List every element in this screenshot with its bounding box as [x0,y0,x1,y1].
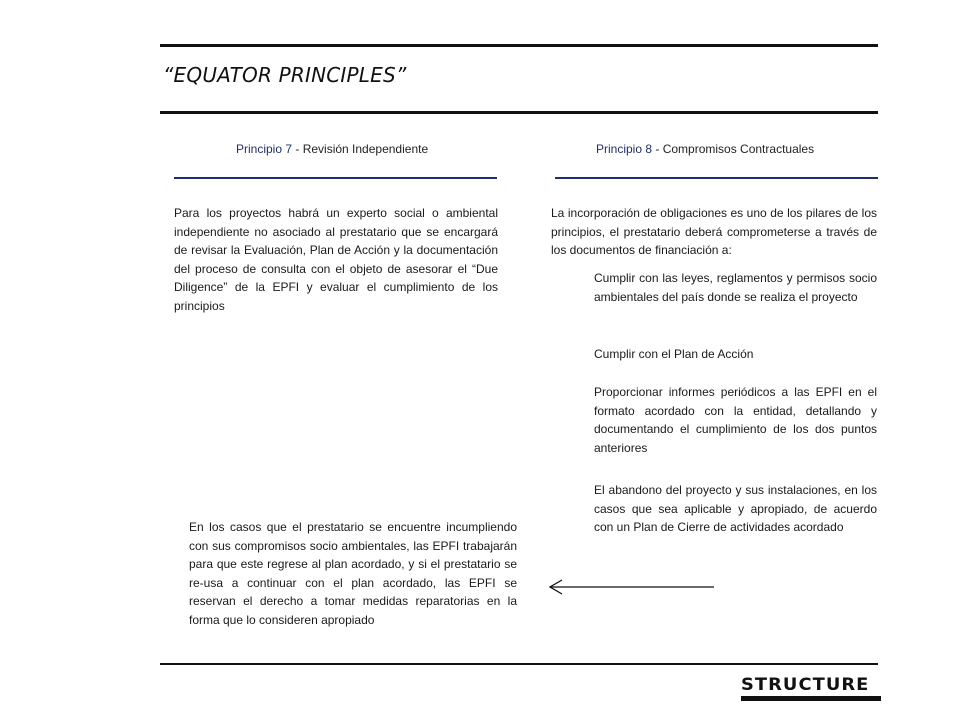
structure-logo [741,676,881,701]
principle-8-intro: La incorporación de obligaciones es uno de los pilares de los principios, el prestatario deberá comprometerse a través de los documentos de financiación a: [551,206,877,257]
top-rule [160,44,878,47]
commitment-item: Proporcionar informes periódicos a las EPFI en el formato acordado con la entidad, detallando y documentando el cumplimiento de los dos puntos anteriores [594,385,877,455]
page-title: “EQUATOR PRINCIPLES” [163,63,407,87]
commitment-item: Cumplir con el Plan de Acción [594,347,754,361]
principle-7-rule [174,177,497,179]
principle-7-number: Principio 7 [236,142,293,156]
principle-8-rule [555,177,878,179]
bottom-rule [160,663,878,665]
logo-wordmark: STRUCTURE [741,675,870,695]
principle-7-body: Para los proyectos habrá un experto social o ambiental independiente no asociado al prestatario que se encargará de revisar la Evaluación, Plan de Acción y la documentación del proceso de consulta con el objeto de asesorar el “Due Diligence” de la EPFI y evaluar el cumplimiento de los principios [174,206,498,313]
principle-8-title: - Compromisos Contractuales [652,142,815,156]
principle-8-heading [596,142,814,156]
commitment-item: El abandono del proyecto y sus instalaciones, en los casos que sea aplicable y apropiado, de acuerdo con un Plan de Cierre de actividades acordado [594,483,877,534]
left-arrow-icon [546,578,718,596]
commitment-item: Cumplir con las leyes, reglamentos y permisos socio ambientales del país donde se realiza el proyecto [594,271,877,304]
non-compliance-note: En los casos que el prestatario se encuentre incumpliendo con sus compromisos socio ambientales, las EPFI trabajarán para que este regrese al plan acordado, y si el prestatario se re-usa a continuar con el plan acordado, las EPFI se reservan el derecho a tomar medidas reparatorias en la forma que lo consideren apropiado [189,520,517,627]
logo-bar [741,696,881,701]
principle-8-number: Principio 8 [596,142,653,156]
principle-7-heading [236,142,428,156]
title-underline-rule [160,111,878,114]
principle-7-title: - Revisión Independiente [292,142,429,156]
